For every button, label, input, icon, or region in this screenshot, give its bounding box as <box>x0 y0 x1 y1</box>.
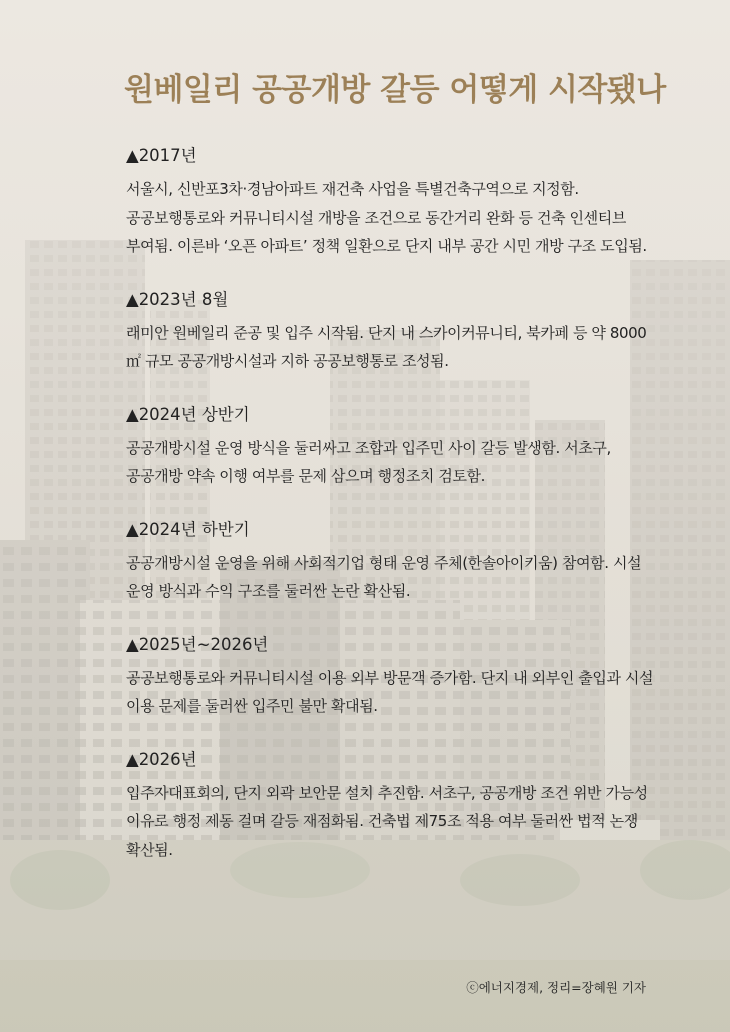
timeline-text: 서울시, 신반포3차·경남아파트 재건축 사업을 특별건축구역으로 지정함. 공공보행통로와 커뮤니티시설 개방을 조건으로 동간거리 완화 등 건축 인센티브 부여됨. 이른바 ‘오픈 아파트’ 정책 일환으로 단지 내부 공간 시민 개방 구조 도입됨. <box>126 180 647 255</box>
page-title: 원베일리 공공개방 갈등 어떻게 시작됐나 <box>124 72 666 108</box>
timeline-text: 공공개방시설 운영을 위해 사회적기업 형태 운영 주체(한솔아이키움) 참여함. 시설 운영 방식과 수익 구조를 둘러싼 논란 확산됨. <box>126 553 642 600</box>
timeline-entry-2017 <box>126 143 656 261</box>
timeline-text: 공공개방시설 운영 방식을 둘러싸고 조합과 입주민 사이 갈등 발생함. 서초구, 공공개방 약속 이행 여부를 문제 삼으며 행정조치 검토함. <box>126 438 611 485</box>
timeline <box>126 143 656 890</box>
timeline-date: ▲2026년 <box>126 749 197 769</box>
timeline-entry-2026 <box>126 747 656 865</box>
timeline-entry-2024-h2 <box>126 517 656 606</box>
timeline-text: 래미안 원베일리 준공 및 입주 시작됨. 단지 내 스카이커뮤니티, 북카페 등 약 8000㎡ 규모 공공개방시설과 지하 공공보행통로 조성됨. <box>126 323 647 370</box>
timeline-date: ▲2024년 하반기 <box>126 519 250 539</box>
source-credit: ⓒ에너지경제, 정리=장혜원 기자 <box>466 980 646 995</box>
timeline-text: 공공보행통로와 커뮤니티시설 이용 외부 방문객 증가함. 단지 내 외부인 출입과 시설 이용 문제를 둘러싼 입주민 불만 확대됨. <box>126 668 654 715</box>
timeline-entry-2024-h1 <box>126 402 656 491</box>
timeline-text: 입주자대표회의, 단지 외곽 보안문 설치 추진함. 서초구, 공공개방 조건 위반 가능성 이유로 행정 제동 걸며 갈등 재점화됨. 건축법 제75조 적용 여부 둘러싼 법적 논쟁 확산됨. <box>126 783 648 859</box>
timeline-date: ▲2025년~2026년 <box>126 634 269 654</box>
timeline-date: ▲2023년 8월 <box>126 289 229 309</box>
timeline-entry-2025-2026 <box>126 632 656 721</box>
timeline-date: ▲2024년 상반기 <box>126 404 250 424</box>
timeline-entry-2023-08 <box>126 287 656 376</box>
timeline-date: ▲2017년 <box>126 146 197 165</box>
